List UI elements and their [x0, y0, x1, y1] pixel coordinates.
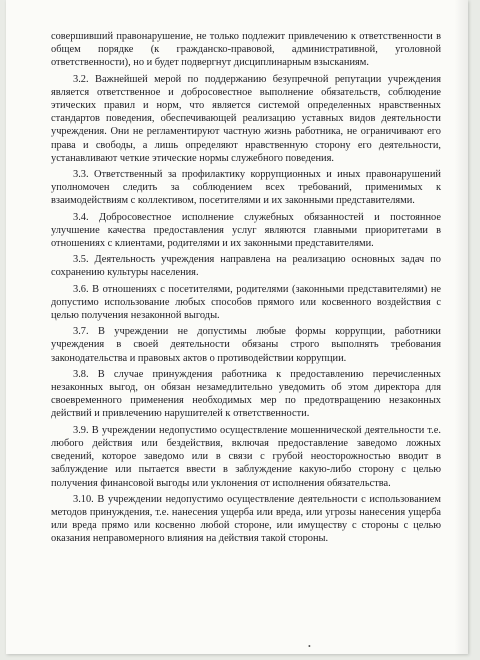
page-edge-shadow: [454, 0, 468, 654]
footer-mark: •: [308, 642, 311, 651]
paragraph-continuation: совершивший правонарушение, не только подлежит привлечению к ответственности в общем порядке (к гражданско-правовой, административной, уголовной ответственности), но и будет подвергнут дисциплинарным взысканиям.: [51, 31, 441, 69]
paragraph-3-9: 3.9. В учреждении недопустимо осуществление мошеннической деятельности т.е. любого действия или бездействия, включая предоставление заведомо ложных сведений, которое заведомо или в связи с грубой неосторожностью вводит в заблуждение или пытается ввести в заблуждение какую-либо сторону с целью получения финансовой выгоды или уклонения от исполнения обязательства.: [51, 424, 441, 489]
paragraph-3-5: 3.5. Деятельность учреждения направлена на реализацию основных задач по сохранению культуры населения.: [51, 254, 441, 279]
paragraph-3-3: 3.3. Ответственный за профилактику коррупционных и иных правонарушений уполномочен следить за соблюдением всех требований, применимых к взаимодействиям с коллективом, посетителями и их законными представителями.: [51, 169, 441, 207]
paragraph-3-8: 3.8. В случае принуждения работника к предоставлению перечисленных незаконных выгод, он обязан незамедлительно уведомить об этом директора для своевременного применения необходимых мер по предотвращению незаконных действий и привлечению нарушителей к ответственности.: [51, 368, 441, 420]
paragraph-3-7: 3.7. В учреждении не допустимы любые формы коррупции, работники учреждения в своей деятельности обязаны строго выполнять требования законодательства и правовых актов о противодействии коррупции.: [51, 326, 441, 364]
document-page: [6, 0, 468, 654]
paragraph-3-6: 3.6. В отношениях с посетителями, родителями (законными представителями) не допустимо использование любых способов прямого или косвенного воздействия с целью получения незаконной выгоды.: [51, 283, 441, 322]
paragraph-3-2: 3.2. Важнейшей мерой по поддержанию безупречной репутации учреждения является ответственное и добросовестное выполнение обязательств, соблюдение этических правил и норм, что является системой определенных нравственных стандартов поведения, обеспечивающей реализацию уставных видов деятельности учреждения. Они не регламентируют частную жизнь работника, не ограничивают его права и свободы, а лишь определяют нравственную сторону его деятельности, устанавливают четкие этические нормы служебного поведения.: [51, 73, 441, 164]
document-body: [51, 30, 441, 549]
paragraph-3-4: 3.4. Добросовестное исполнение служебных обязанностей и постоянное улучшение качества предоставления услуг являются главными приоритетами в отношениях с клиентами, родителями и их законными представителями.: [51, 211, 441, 250]
paragraph-3-10: 3.10. В учреждении недопустимо осуществление деятельности с использованием методов принуждения, т.е. нанесения ущерба или вреда, или угрозы нанесения ущерба или вреда прямо или косвенно любой стороне, или имуществу с стороны с целью оказания неправомерного влияния на действия такой стороны.: [51, 493, 441, 545]
